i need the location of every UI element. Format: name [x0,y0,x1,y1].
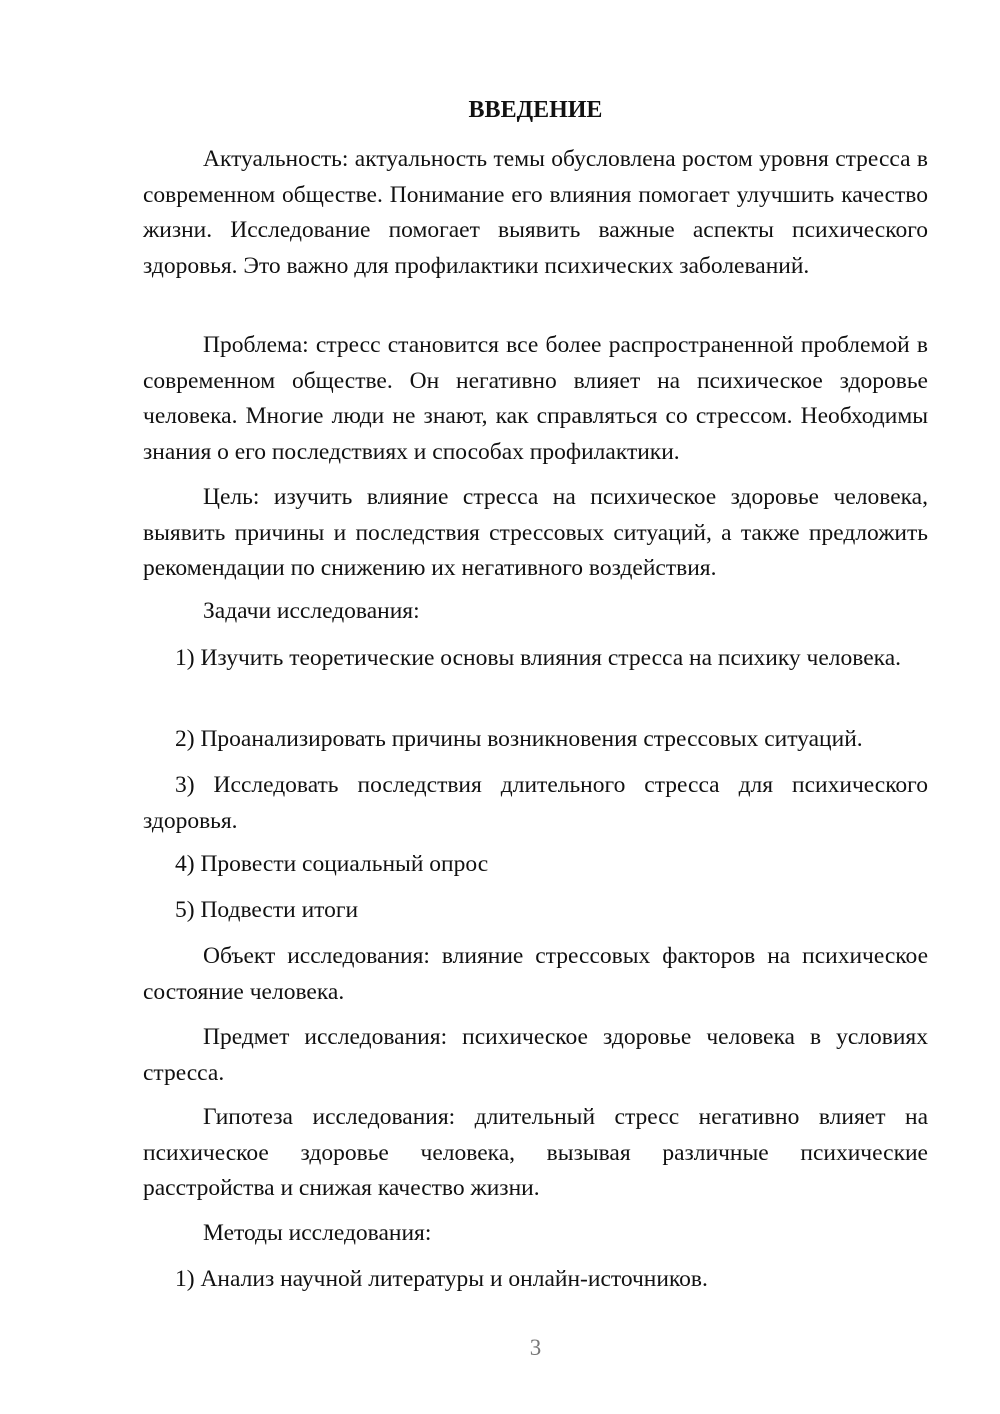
goal-paragraph: Цель: изучить влияние стресса на психическое здоровье человека, выявить причины и последствия стрессовых ситуаций, а также предложить рекомендации по снижению их негативного воздействия. [143,484,928,581]
object-paragraph: Объект исследования: влияние стрессовых факторов на психическое состояние человека. [143,943,928,1005]
task-item-2: 2) Проанализировать причины возникновения стрессовых ситуаций. [175,726,863,752]
page-number: 3 [529,1335,542,1360]
task-item-4: 4) Провести социальный опрос [175,851,489,877]
methods-heading: Методы исследования: [203,1220,432,1246]
subject-paragraph: Предмет исследования: психическое здоровье человека в условиях стресса. [143,1024,928,1086]
method-item-1: 1) Анализ научной литературы и онлайн-источников. [175,1266,708,1292]
page-title: ВВЕДЕНИЕ [468,97,603,123]
task-item-1: 1) Изучить теоретические основы влияния стресса на психику человека. [175,645,902,671]
task-item-5: 5) Подвести итоги [175,897,359,923]
task-item-3: 3) Исследовать последствия длительного стресса для психического здоровья. [143,772,928,834]
relevance-paragraph: Актуальность: актуальность темы обусловлена ростом уровня стресса в современном обществе. Понимание его влияния помогает улучшить качество жизни. Исследование помогает выявить важные аспекты психического здоровья. Это важно для профилактики психических заболеваний. [143,146,928,279]
tasks-heading: Задачи исследования: [203,598,420,624]
hypothesis-paragraph: Гипотеза исследования: длительный стресс негативно влияет на психическое здоровье человека, вызывая различные психические расстройства и снижая качество жизни. [143,1104,928,1201]
problem-paragraph: Проблема: стресс становится все более распространенной проблемой в современном обществе. Он негативно влияет на психическое здоровье человека. Многие люди не знают, как справляться со стрессом. Необходимы знания о его последствиях и способах профилактики. [143,332,928,465]
